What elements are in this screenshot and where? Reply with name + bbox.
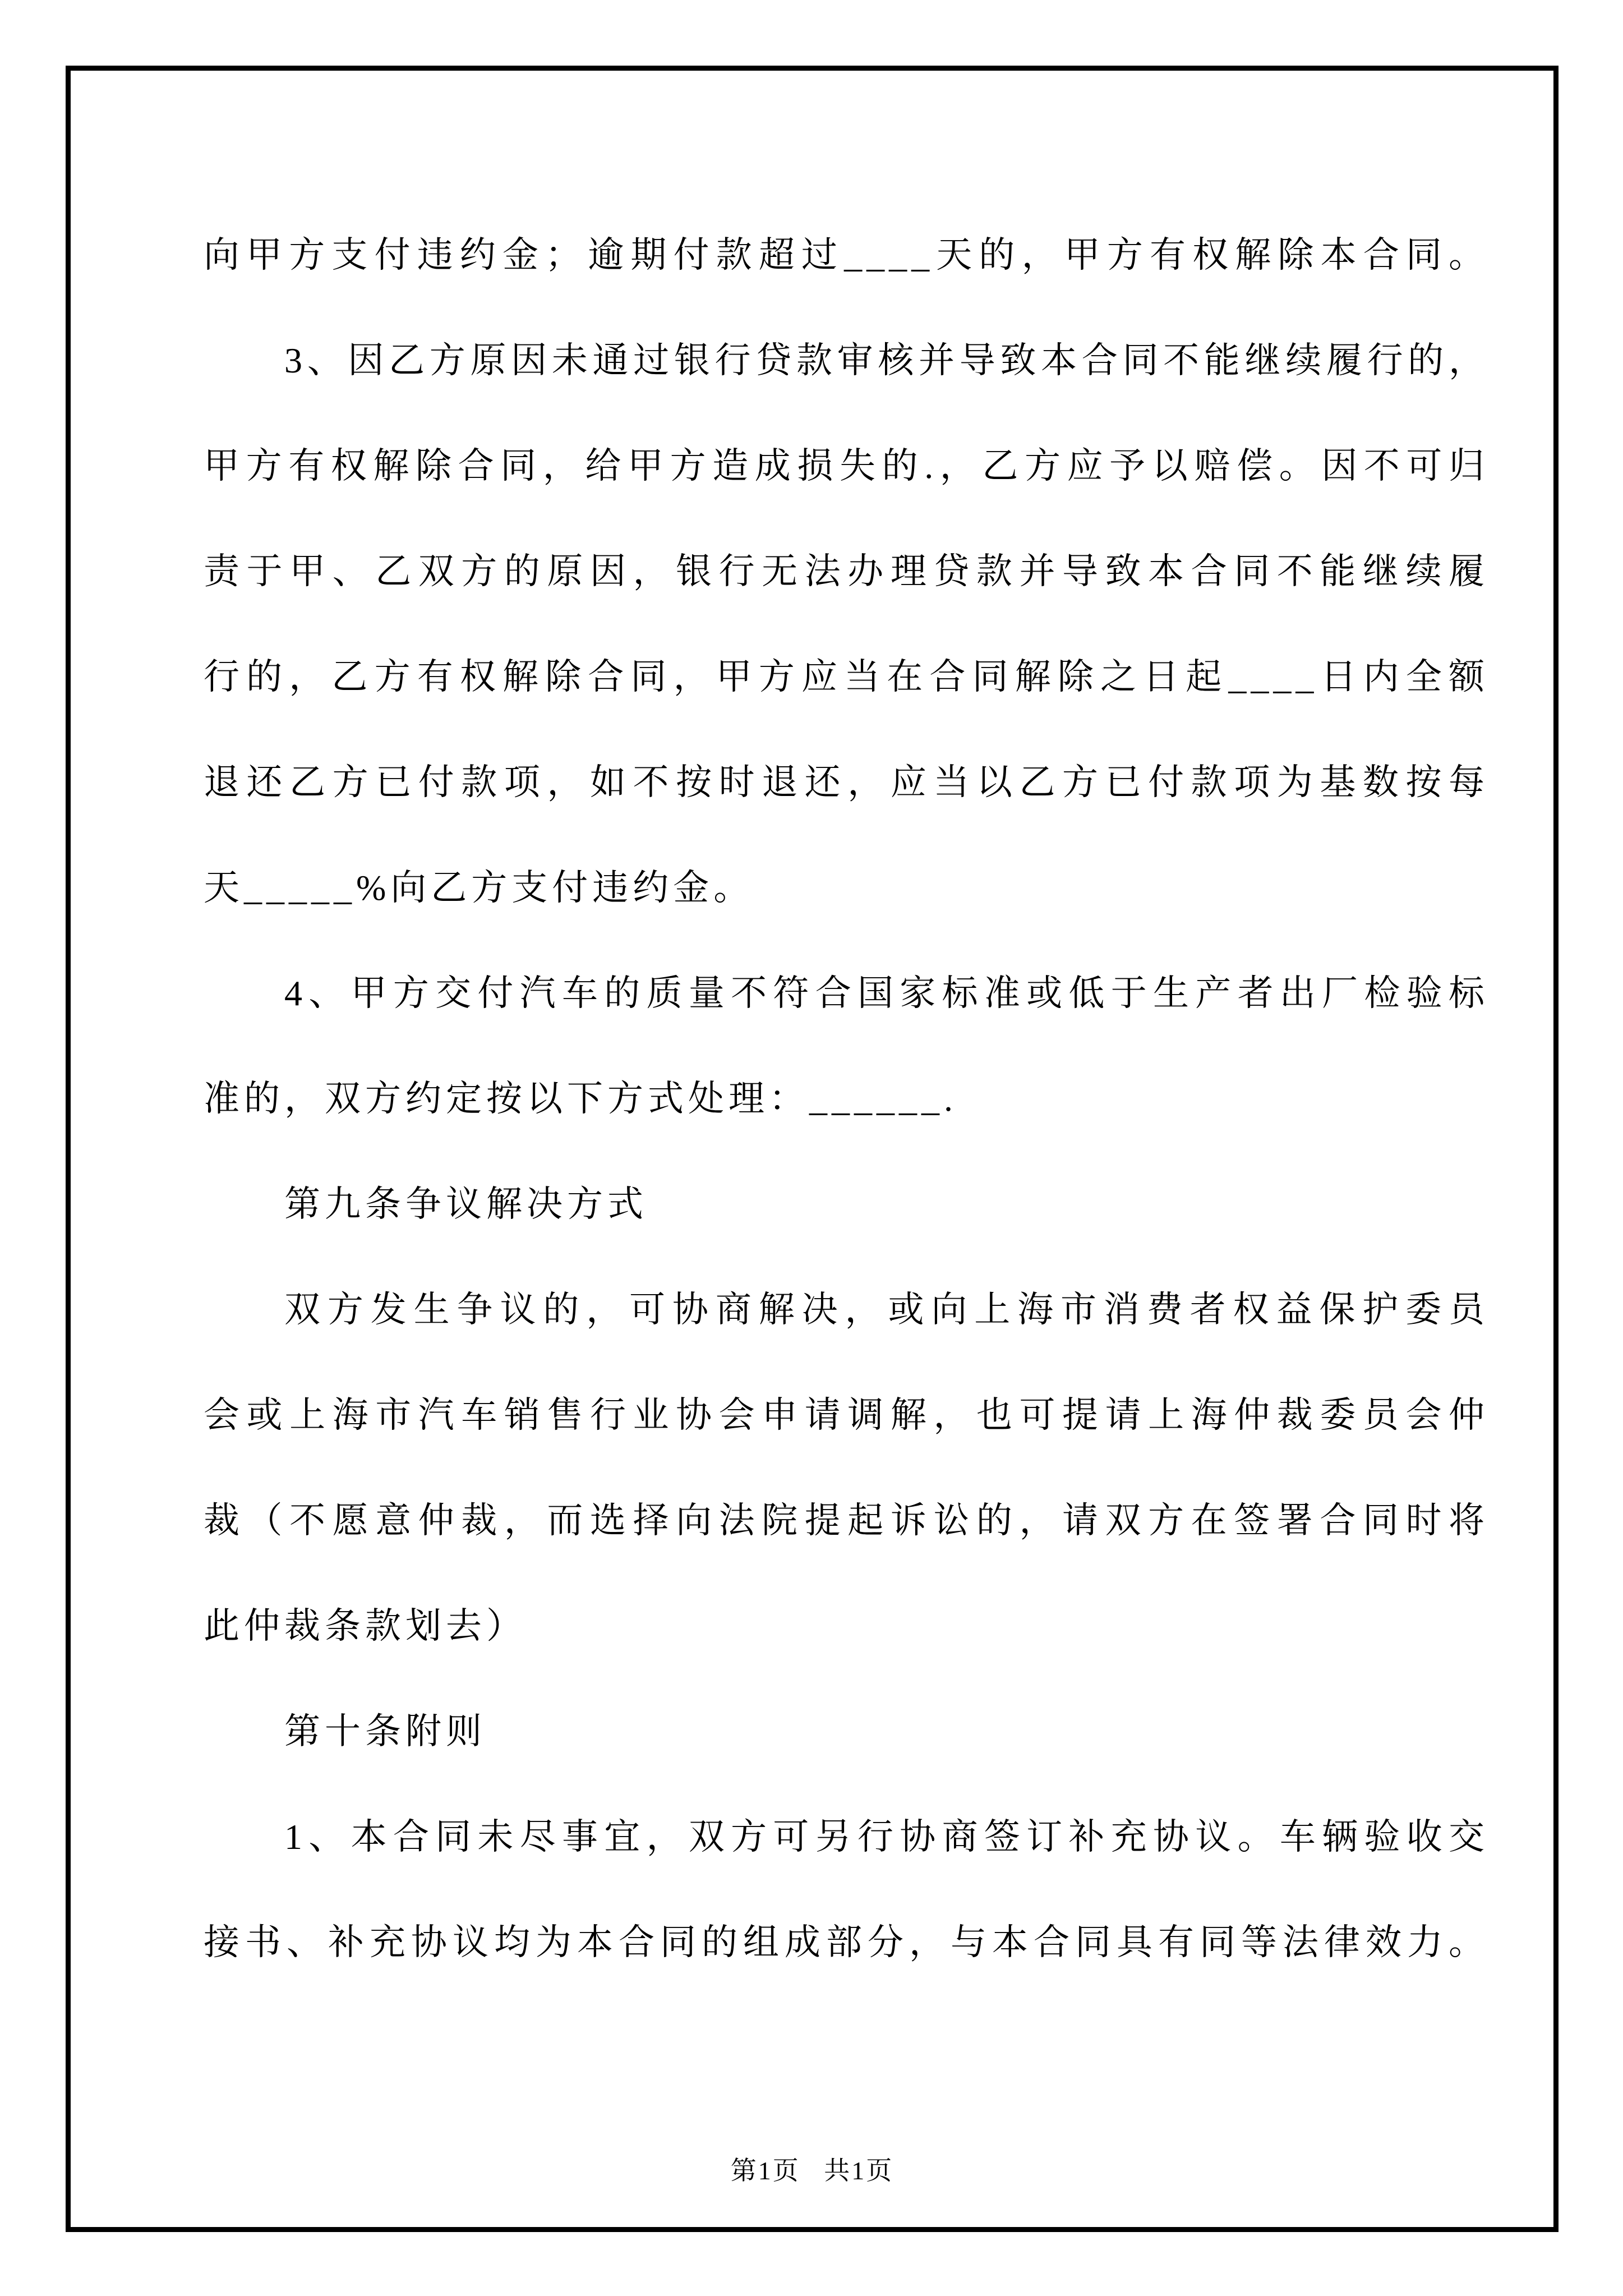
contract-line: 行的，乙方有权解除合同，甲方应当在合同解除之日起____日内全额: [204, 657, 1489, 697]
contract-section-heading: 第九条争议解决方式: [284, 1184, 648, 1224]
contract-line: 此仲裁条款划去）: [204, 1606, 527, 1646]
contract-line: 双方发生争议的，可协商解决，或向上海市消费者权益保护委员: [284, 1290, 1489, 1329]
page-number: 第1页: [730, 2156, 800, 2185]
page-total-number: 共1页: [824, 2156, 894, 2185]
contract-line: 1、本合同未尽事宜，双方可另行协商签订补充协议。车辆验收交: [284, 1817, 1489, 1857]
contract-line: 退还乙方已付款项，如不按时退还，应当以乙方已付款项为基数按每: [204, 762, 1489, 802]
contract-line: 3、因乙方原因未通过银行贷款审核并导致本合同不能继续履行的，: [284, 341, 1489, 380]
contract-body-text: [204, 203, 1489, 1995]
contract-line: 甲方有权解除合同，给甲方造成损失的.，乙方应予以赔偿。因不可归: [204, 446, 1489, 486]
contract-line: 责于甲、乙双方的原因，银行无法办理贷款并导致本合同不能继续履: [204, 551, 1489, 591]
contract-section-heading: 第十条附则: [284, 1711, 486, 1751]
contract-line: 4、甲方交付汽车的质量不符合国家标准或低于生产者出厂检验标: [284, 973, 1489, 1013]
contract-line: 会或上海市汽车销售行业协会申请调解，也可提请上海仲裁委员会仲: [204, 1395, 1489, 1435]
contract-line: 向甲方支付违约金；逾期付款超过____天的，甲方有权解除本合同。: [204, 235, 1489, 275]
page-footer: [66, 2154, 1559, 2188]
contract-line: 准的，双方约定按以下方式处理：______.: [204, 1079, 957, 1119]
contract-line: 天_____%向乙方支付违约金。: [204, 868, 754, 908]
contract-line: 裁（不愿意仲裁，而选择向法院提起诉讼的，请双方在签署合同时将: [204, 1501, 1489, 1540]
contract-line: 接书、补充协议均为本合同的组成部分，与本合同具有同等法律效力。: [204, 1922, 1489, 1962]
